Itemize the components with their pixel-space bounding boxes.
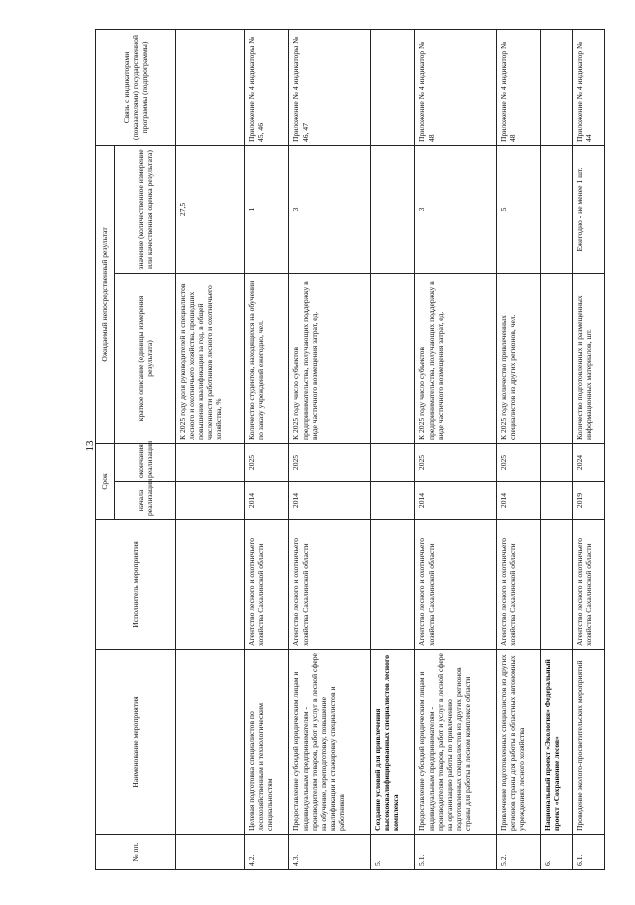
cell-start: 2019 xyxy=(573,482,605,520)
cell-end: 2025 xyxy=(289,443,371,481)
cell-num xyxy=(176,835,245,870)
table-row-section xyxy=(541,29,573,869)
cell-executor xyxy=(541,520,573,650)
cell-end xyxy=(176,443,245,481)
cell-link xyxy=(371,29,415,145)
page-number: 13 xyxy=(84,440,96,452)
header-term-start: начала реализации xyxy=(115,482,176,520)
header-expected: Ожидаемый непосредственный результат xyxy=(96,145,115,443)
cell-name: Национальный проект «Экология» Федеральный проект «Сохранение лесов» xyxy=(541,650,573,835)
cell-name: Привлечение подготовленных специалистов из других регионов страны для работы в областных автономных учреждениях лесного хозяйства xyxy=(497,650,541,835)
cell-desc: К 2025 году доля руководителей и специалистов лесного и охотничьего хозяйства, прошедших повышение квалификации за год, в общей численности работников лесного и охотничьего хозяйства, % xyxy=(176,273,245,443)
cell-desc: Количество подготовленных и размещенных информационных материалов, шт. xyxy=(573,273,605,443)
header-expected-desc: краткое описание (единицы измерения результата) xyxy=(115,273,176,443)
cell-end: 2025 xyxy=(497,443,541,481)
cell-num: 5.1. xyxy=(415,835,497,870)
cell-desc: Количество студентов, находящихся на обучении по заказу учреждений ежегодно, чел. xyxy=(245,273,289,443)
cell-desc: К 2025 году число субъектов предпринимательства, получающих поддержку в виде частичного возмещения затрат, ед. xyxy=(415,273,497,443)
cell-value: 3 xyxy=(415,145,497,273)
header-expected-value: значение (количественное измерение или качественная оценка результата) xyxy=(115,145,176,273)
cell-start xyxy=(371,482,415,520)
cell-end xyxy=(541,443,573,481)
cell-desc xyxy=(371,273,415,443)
table-row xyxy=(415,29,497,869)
cell-value: 27,5 xyxy=(176,145,245,273)
cell-desc: К 2025 году число субъектов предпринимательства, получающих поддержку в виде частичного возмещения затрат, ед. xyxy=(289,273,371,443)
cell-start xyxy=(541,482,573,520)
cell-link xyxy=(541,29,573,145)
cell-executor: Агентство лесного и охотничьего хозяйства Сахалинской области xyxy=(415,520,497,650)
cell-executor: Агентство лесного и охотничьего хозяйства Сахалинской области xyxy=(573,520,605,650)
cell-name: Целевая подготовка специалистов по лесохозяйственным и технологическим специальностям xyxy=(245,650,289,835)
cell-end: 2024 xyxy=(573,443,605,481)
cell-end xyxy=(371,443,415,481)
table-row xyxy=(497,29,541,869)
cell-num: 4.3. xyxy=(289,835,371,870)
table-row-section xyxy=(371,29,415,869)
header-term: Срок xyxy=(96,443,115,519)
cell-name: Создание условий для привлечения высококвалифицированных специалистов лесного комплекса xyxy=(371,650,415,835)
cell-executor: Агентство лесного и охотничьего хозяйства Сахалинской области xyxy=(245,520,289,650)
cell-executor xyxy=(176,520,245,650)
cell-start: 2014 xyxy=(289,482,371,520)
cell-executor: Агентство лесного и охотничьего хозяйства Сахалинской области xyxy=(289,520,371,650)
cell-desc xyxy=(541,273,573,443)
table-row xyxy=(289,29,371,869)
cell-name: Предоставление субсидий юридическим лицам и индивидуальным предпринимателям - производителям товаров, работ и услуг в лесной сфере на организацию работы по привлечению подготовленных специалистов из других регионов страны для работы в лесном комплексе области xyxy=(415,650,497,835)
cell-num: 6. xyxy=(541,835,573,870)
cell-start: 2014 xyxy=(245,482,289,520)
cell-value: 1 xyxy=(245,145,289,273)
cell-value: 3 xyxy=(289,145,371,273)
header-link: Связь с индикаторами (показателями) государственной программы (подпрограммы) xyxy=(96,29,176,145)
cell-link: Приложение № 4 индикаторы № 45, 46 xyxy=(245,29,289,145)
header-executor: Исполнитель мероприятия xyxy=(96,520,176,650)
header-term-end: окончания реализации xyxy=(115,443,176,481)
cell-name xyxy=(176,650,245,835)
cell-link xyxy=(176,29,245,145)
cell-link: Приложение № 4 индикатор № 44 xyxy=(573,29,605,145)
table-row xyxy=(176,29,245,869)
cell-value: Ежегодно - не менее 1 шт. xyxy=(573,145,605,273)
cell-executor: Агентство лесного и охотничьего хозяйства Сахалинской области xyxy=(497,520,541,650)
cell-end: 2025 xyxy=(415,443,497,481)
cell-start xyxy=(176,482,245,520)
cell-start: 2014 xyxy=(497,482,541,520)
cell-executor xyxy=(371,520,415,650)
cell-link: Приложение № 4 индикаторы № 46, 47 xyxy=(289,29,371,145)
cell-value: 5 xyxy=(497,145,541,273)
cell-desc: К 2025 году количество привлеченных специалистов из других регионов, чел. xyxy=(497,273,541,443)
table-row xyxy=(573,29,605,869)
cell-num: 4.2. xyxy=(245,835,289,870)
cell-link: Приложение № 4 индикатор № 48 xyxy=(415,29,497,145)
cell-name: Проведение эколого-просветительских мероприятий xyxy=(573,650,605,835)
cell-num: 5. xyxy=(371,835,415,870)
cell-start: 2014 xyxy=(415,482,497,520)
rotated-table-frame xyxy=(95,30,605,870)
measures-table xyxy=(95,29,605,870)
table-row xyxy=(245,29,289,869)
cell-value xyxy=(541,145,573,273)
cell-num: 5.2. xyxy=(497,835,541,870)
cell-link: Приложение № 4 индикатор № 48 xyxy=(497,29,541,145)
cell-end: 2025 xyxy=(245,443,289,481)
header-name: Наименование мероприятия xyxy=(96,650,176,835)
cell-value xyxy=(371,145,415,273)
cell-name: Предоставление субсидий юридическим лицам и индивидуальным предпринимателям - производителям товаров, работ и услуг в лесной сфере на обучение, переподготовку, повышение квалификации и стажировку специалистов и работников xyxy=(289,650,371,835)
cell-num: 6.1. xyxy=(573,835,605,870)
header-num: № пп. xyxy=(96,835,176,870)
